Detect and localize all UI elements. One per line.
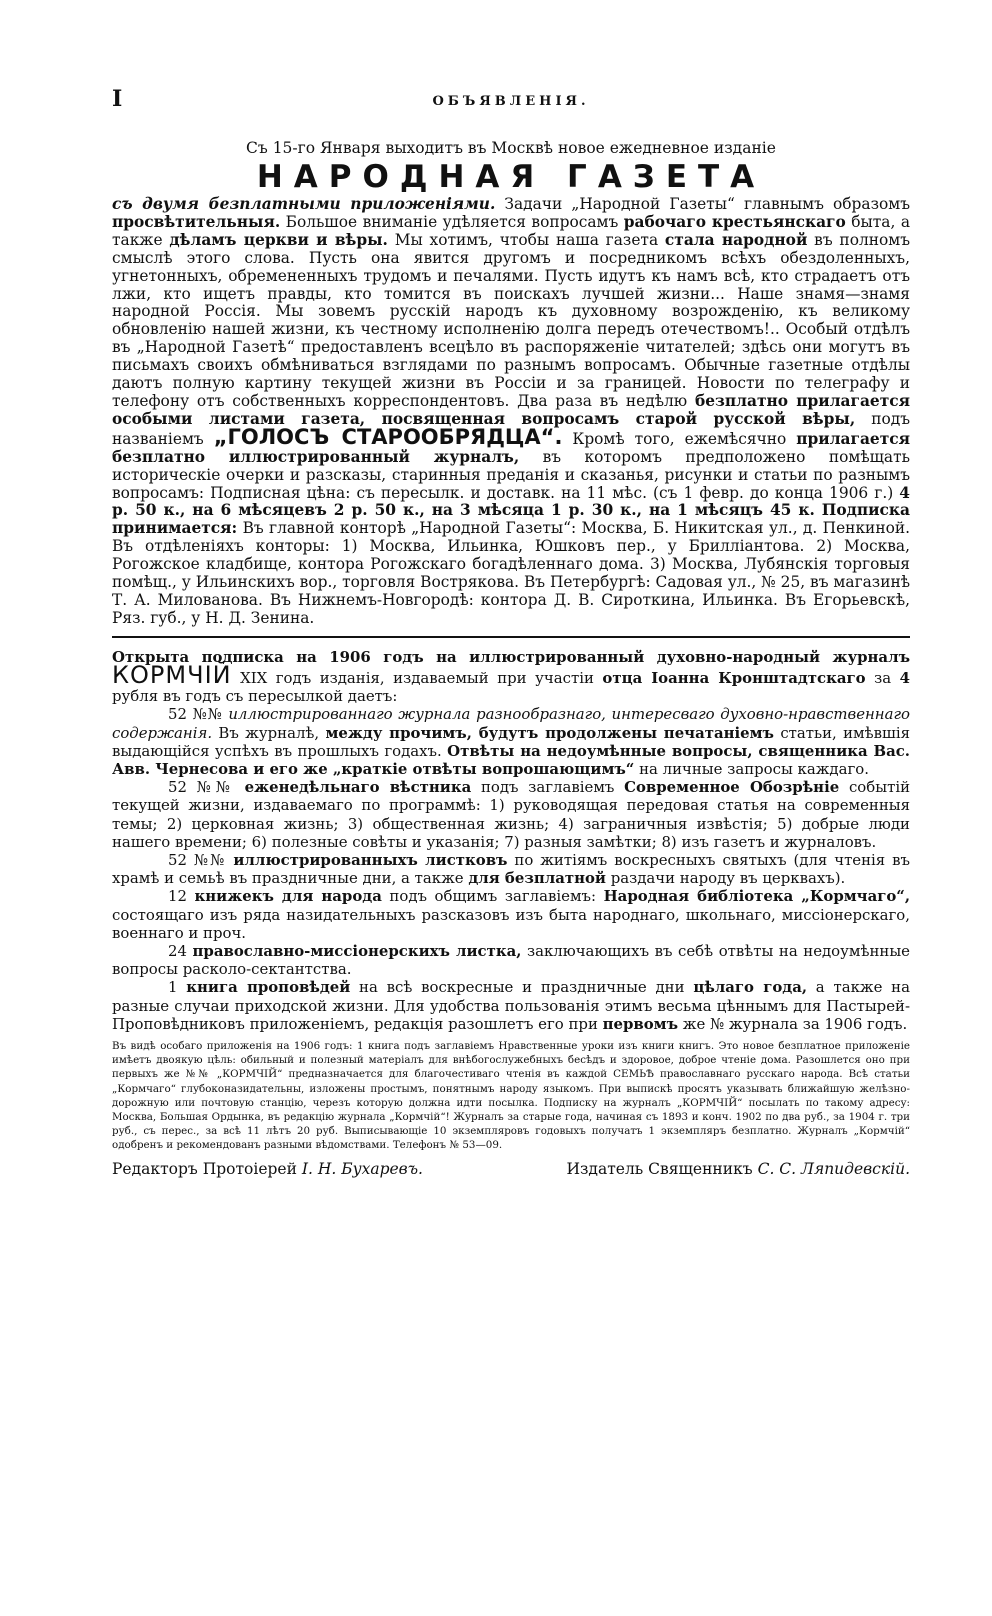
ad-intro: Съ 15-го Января выходитъ въ Москвѣ новое ежедневное изданіе (246, 139, 776, 157)
running-head: ОБЪЯВЛЕНІЯ. (432, 94, 590, 109)
subscription-addresses: Въ главной конторѣ „Народной Газеты“: Москва, Б. Никитская ул., д. Пенкиной. Въ отдѣленіяхъ конторы: 1) Москва, Ильинка, Юшковъ пер., у Бриллiантова. 2) Москва, Рогожское кладбище, контора Рогожскаго богадѣленнаго дома. 3) Москва, Лубянскія торговыя помѣщ., у Ильинскихъ вор., торговля Вострякова. Въ Петербургѣ: Садовая ул., № 25, въ магазинѣ Т. А. Милованова. Въ Нижнемъ-Новгородѣ: контора Д. В. Сироткина, Ильинка. Въ Егорьевскѣ, Ряз. губ., у Н. Д. Зенина. (112, 519, 910, 627)
supplement-title: „ГОЛОСЪ СТАРООБРЯДЦА“. (213, 424, 563, 449)
editor-credit: Редакторъ Протоіерей I. Н. Бухаревъ. (112, 1159, 423, 1178)
ad-body: съ двумя безплатными приложеніями. Задачи „Народной Газеты“ главнымъ образомъ просвѣтительныя. Большое вниманіе удѣляется вопросамъ рабочаго крестьянскаго быта, а также дѣламъ церкви и вѣры. Мы хотимъ, чтобы наша газета стала народной въ полномъ смыслѣ этого слова. Пусть она явится другомъ и посредникомъ всѣхъ обездоленныхъ, угнетонныхъ, обремененныхъ трудомъ и печалями. Пусть идутъ къ намъ всѣ, кто страдаетъ отъ лжи, кто ищетъ правды, кто томится въ поискахъ лучшей жизни... Наше знамя—знамя народной Россія. Мы зовемъ русскій народъ къ духовному возрожденію, къ великому обновленію нашей жизни, къ честному исполненію долга передъ отечествомъ!.. Особый отдѣлъ въ „Народной Газетѣ“ предоставленъ всецѣло въ распоряженіе читателей; здѣсь они могутъ въ письмахъ своихъ обмѣниваться взглядами по разнымъ вопросамъ. Обычные газетные отдѣлы даютъ полную картину текущей жизни въ Россіи и за границей. Новости по телеграфу и телефону отъ собственныхъ корреспондентовъ. Два раза въ недѣлю безплатно прилагается особыми листами газета, посвященная вопросамъ старой русской вѣры, подъ названіемъ „ГОЛОСЪ СТАРООБРЯДЦА“. Кромѣ того, ежемѣсячно прилагается безплатно иллюстрированный журналъ, въ которомъ предположено помѣщать историческіе очерки и разсказы, старинныя преданія и сказанья, рисунки и статьи по разнымъ вопросамъ: Подписная цѣна: съ пересылк. и доставк. на 11 мѣс. (съ 1 февр. до конца 1906 г.) 4 р. 50 к., на 6 мѣсяцевъ 2 р. 50 к., на 3 мѣсяца 1 р. 30 к., на 1 мѣсяцъ 45 к. Подписка принимается: Въ главной конторѣ „Народной Газеты“: Москва, Б. Никитская ул., д. Пенкиной. Въ отдѣленіяхъ конторы: 1) Москва, Ильинка, Юшковъ пер., у Бриллiантова. 2) Москва, Рогожское кладбище, контора Рогожскаго богадѣленнаго дома. 3) Москва, Лубянскія торговыя помѣщ., у Ильинскихъ вор., торговля Вострякова. Въ Петербургѣ: Садовая ул., № 25, въ магазинѣ Т. А. Милованова. Въ Нижнемъ-Новгородѣ: контора Д. В. Сироткина, Ильинка. Въ Егорьевскѣ, Ряз. губ., у Н. Д. Зенина. (112, 195, 911, 627)
ad-narodnaya-gazeta (112, 138, 910, 628)
page-header (112, 86, 910, 120)
offer-leaflets: 52 №№ иллюстрированныхъ листковъ по житіямъ воскресныхъ святыхъ (для чтенія въ храмѣ и семьѣ въ праздничные дни, а также для безплатной раздачи народу въ церквахъ). (112, 850, 910, 888)
page (112, 86, 910, 1179)
masthead-title: НАРОДНАЯ ГАЗЕТА (256, 159, 766, 195)
ad-subtitle: съ двумя безплатными приложеніями. (112, 195, 496, 213)
offer-booklets: 12 книжекъ для народа подъ общимъ заглавіемъ: Народная библіотека „Кормчаго“, состоящаго изъ ряда назидательныхъ разсказовъ изъ быта народнаго, школьнаго, миссіонерскаго, военнаго и проч. (112, 887, 911, 942)
offer-journal: 52 №№ иллюстрированнаго журнала разнообразнаго, интересваго духовно-нравственнаго содержанія. Въ журналѣ, между прочимъ, будутъ продолжены печатаніемъ статьи, имѣвшія выдающійся успѣхъ въ прошлыхъ годахъ. Отвѣты на недоумѣнные вопросы, священника Вас. Авв. Чернесова и его же „краткіе отвѣты вопрошающимъ“ на личные запросы каждаго. (112, 705, 910, 778)
section-divider (112, 636, 910, 638)
page-number: I (112, 86, 123, 112)
offer-herald: 52 №№ еженедѣльнаго вѣстника подъ заглавіемъ Современное Обозрѣніе событій текущей жизни, издаваемаго по программѣ: 1) руководящая передовая статья на современныя темы; 2) церковная жизнь; 3) общественная жизнь; 4) заграничныя извѣстія; 5) добрые люди нашего времени; 6) полезные совѣты и указанія; 7) разныя замѣтки; 8) изъ газетъ и журналовъ. (112, 778, 911, 851)
ad-kormchy (112, 648, 910, 1153)
offer-missionary-leaflets: 24 православно-миссіонерскихъ листка, заключающихъ въ себѣ отвѣты на недоумѣнные вопросы расколо-сектантства. (112, 942, 910, 979)
imprint-footer (112, 1159, 910, 1179)
subscription-prices: 4 р. 50 к., на 6 мѣсяцевъ 2 р. 50 к., на 3 мѣсяца 1 р. 30 к., на 1 мѣсяцъ 45 к. Подписка принимается: (112, 483, 910, 538)
publisher-credit: Издатель Священникъ С. С. Ляпидевскій. (566, 1159, 910, 1178)
kormchy-title: КОРМЧІЙ (112, 660, 232, 689)
kormchy-lead: Открыта подписка на 1906 годъ на иллюстрированный духовно-народный журналъ КОРМЧІЙ XIX годъ изданія, издаваемый при участіи отца Іоанна Кронштадтскаго за 4 рубля въ годъ съ пересылкой даетъ: (112, 647, 910, 706)
fine-print: Въ видѣ особаго приложенія на 1906 годъ: 1 книга подъ заглавіемъ Нравственные уроки изъ книги книгъ. Это новое безплатное приложеніе имѣетъ двоякую цѣль: обильный и полезный матеріалъ для внѣбогослужебныхъ бесѣдъ и здоровое, доброе чтеніе дома. Разошлется оно при первыхъ же №№ „КОРМЧІЙ“ предназначается для благочестиваго чтенія въ каждой СЕМЬѢ православнаго русскаго народа. Всѣ статьи „Кормчаго“ глубоконазидательны, изложены простымъ, понятнымъ народу языкомъ. При выпискѣ просятъ указывать ближайшую желѣзно-дорожную или почтовую станцію, черезъ которую должна идти посылка. Подписку на журналъ „КОРМЧІЙ“ посылать по такому адресу: Москва, Большая Ордынка, въ редакцію журнала „Кормчій“! Журналъ за старые года, начиная съ 1893 и конч. 1902 по два руб., за 1904 г. три руб., съ перес., за всѣ 11 лѣтъ 20 руб. Выписывающіе 10 экземпляровъ годовыхъ получатъ 1 экземпляръ безплатно. Журналъ „Кормчій“ одобренъ и рекомендованъ разными вѣдомствами. Телефонъ № 53—09. (112, 1040, 910, 1152)
offer-sermons: 1 книга проповѣдей на всѣ воскресные и праздничные дни цѣлаго года, а также на разные случаи приходской жизни. Для удобства пользованія этимъ весьма цѣннымъ для Пастырей-Проповѣдниковъ приложеніемъ, редакція разошлетъ его при первомъ же № журнала за 1906 годъ. (112, 978, 910, 1033)
